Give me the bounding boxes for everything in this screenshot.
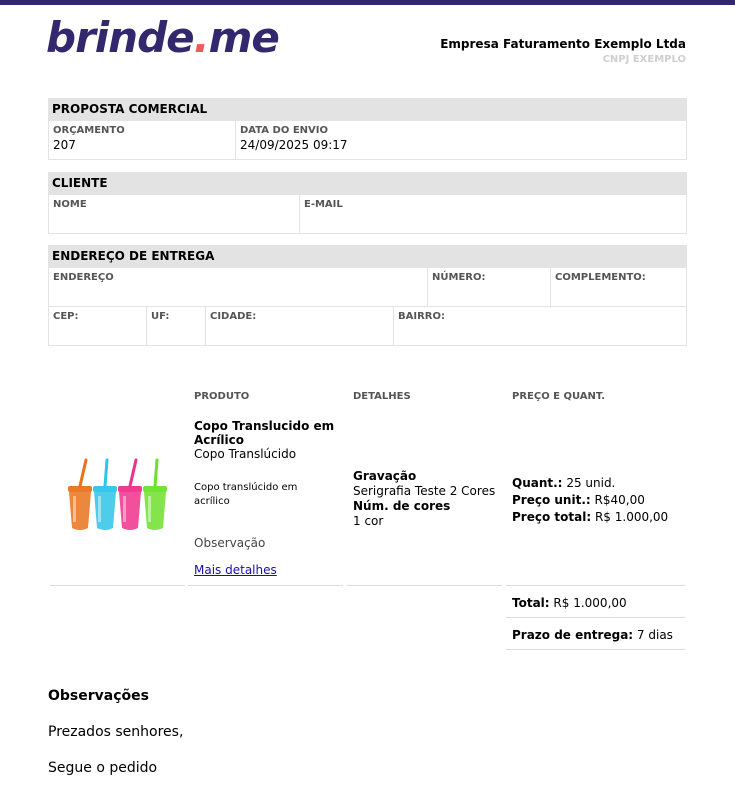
cup-lid: [143, 486, 167, 492]
cup-shine: [148, 496, 151, 522]
product-header: PRODUTO: [194, 391, 250, 402]
budget-value: 207: [53, 138, 76, 152]
client-section: [48, 172, 687, 234]
row-divider: [188, 585, 343, 586]
cup-lid: [118, 486, 142, 492]
date-value: 24/09/2025 09:17: [240, 138, 348, 152]
cup-shine: [73, 496, 76, 522]
cup-body: [144, 492, 166, 530]
cup-body: [69, 492, 91, 530]
address-section: [48, 245, 687, 346]
more-details-link[interactable]: Mais detalhes: [194, 563, 277, 577]
price-header: PREÇO E QUANT.: [512, 391, 606, 402]
summary-divider: [506, 649, 685, 650]
company-info: [440, 36, 686, 67]
city-cell: CIDADE:: [206, 307, 394, 345]
cup-shine: [98, 496, 101, 522]
district-cell: BAIRRO:: [398, 311, 445, 322]
total-price-value: R$ 1.000,00: [594, 510, 669, 524]
cup-shine: [123, 496, 126, 522]
number-cell: NÚMERO:: [428, 268, 551, 306]
cep-cell: CEP:: [49, 307, 147, 345]
product-observation: Observação: [194, 536, 266, 550]
client-title: CLIENTE: [48, 172, 687, 195]
unit-price-value: R$40,00: [594, 493, 645, 507]
summary-delivery: Prazo de entrega: 7 dias: [512, 628, 673, 642]
product-description: Copo translúcido em acrílico: [194, 482, 298, 507]
proposal-section: [48, 98, 687, 160]
address-title: ENDEREÇO DE ENTREGA: [48, 245, 687, 268]
row-divider: [506, 585, 685, 586]
summary-total: Total: R$ 1.000,00: [512, 596, 627, 610]
complement-cell: COMPLEMENTO:: [555, 272, 646, 283]
product-details: Gravação Serigrafia Teste 2 Cores Núm. de cores 1 cor: [353, 469, 496, 528]
cup-straw: [80, 460, 86, 486]
cup-body: [94, 492, 116, 530]
cup-lid: [68, 486, 92, 492]
brand-logo: brinde.me: [46, 13, 279, 62]
proposal-title: PROPOSTA COMERCIAL: [48, 98, 687, 121]
notes-line: Segue o pedido: [48, 760, 158, 776]
row-divider: [50, 585, 185, 586]
details-header: DETALHES: [353, 391, 411, 402]
notes-title: Observações: [48, 688, 149, 704]
company-cnpj: CNPJ EXEMPLO: [602, 54, 686, 65]
street-cell: ENDEREÇO: [49, 268, 428, 306]
cup-straw: [130, 460, 136, 486]
top-accent-bar: [0, 0, 735, 5]
notes-line: Prezados senhores,: [48, 724, 184, 740]
summary-divider: [506, 617, 685, 618]
client-email-cell: E-MAIL: [304, 199, 343, 210]
cup-lid: [93, 486, 117, 492]
uf-cell: UF:: [147, 307, 206, 345]
cup-body: [119, 492, 141, 530]
product-name: Copo Translucido em Acrílico Copo Translúcido: [194, 419, 335, 461]
budget-cell: ORÇAMENTO 207: [49, 121, 236, 159]
date-cell: DATA DO ENVIO 24/09/2025 09:17: [236, 121, 686, 159]
product-prices: Quant.: 25 unid. Preço unit.: R$40,00 Preço total: R$ 1.000,00: [512, 476, 669, 524]
row-divider: [347, 585, 502, 586]
company-name: Empresa Faturamento Exemplo Ltda: [440, 37, 686, 51]
cup-straw: [155, 460, 157, 486]
cup-straw: [105, 460, 107, 486]
quantity-value: 25 unid.: [566, 476, 616, 490]
client-name-cell: NOME: [49, 195, 300, 233]
colorful-cups-image: [64, 456, 172, 534]
